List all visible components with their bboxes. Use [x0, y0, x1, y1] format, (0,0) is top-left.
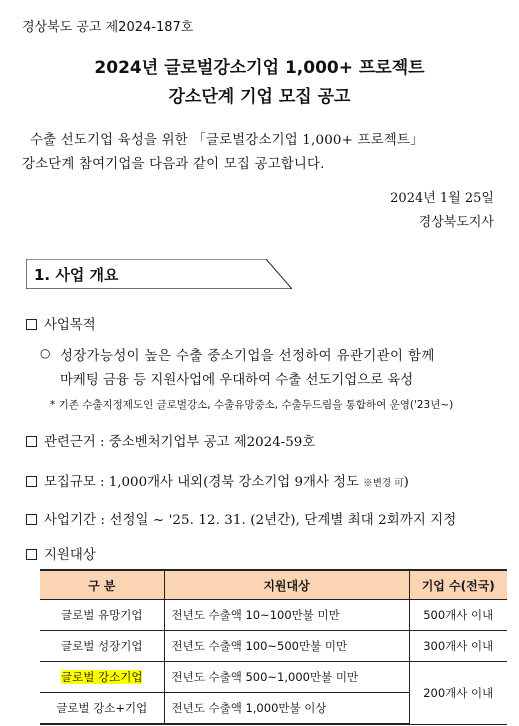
row-count: 300개사 이내: [409, 631, 507, 662]
square-bullet-icon: [26, 514, 37, 525]
purpose-text-line1: 성장가능성이 높은 수출 중소기업을 선정하여 유관기관이 함께: [60, 349, 435, 364]
row-count-merged: 200개사 이내: [409, 662, 507, 725]
table-row: [40, 631, 507, 662]
item-period: [26, 509, 456, 528]
row-category: 글로벌 강소+기업: [40, 693, 164, 725]
square-bullet-icon: [26, 436, 37, 447]
intro-line2: 강소단계 참여기업을 다음과 같이 모집 공고합니다.: [22, 157, 325, 172]
square-bullet-icon: [26, 549, 37, 560]
issuing-organization: 경상북도지사: [418, 215, 494, 230]
purpose-label: 사업목적: [44, 318, 96, 333]
scale-close: ): [403, 475, 409, 490]
row-condition: 전년도 수출액 1,000만불 이상: [164, 693, 409, 725]
section-title: 1. 사업 개요: [34, 266, 119, 284]
row-condition: 전년도 수출액 500~1,000만불 미만: [164, 662, 409, 693]
row-category: 글로벌 유망기업: [40, 600, 164, 631]
table-row: [40, 662, 507, 693]
notice-date: 2024년 1월 25일: [390, 191, 494, 206]
square-bullet-icon: [26, 319, 37, 330]
item-scale: [26, 471, 409, 490]
purpose-footnote: * 기존 수출지정제도인 글로벌강소, 수출유망중소, 수출두드림을 통합하여 운영('23년~): [50, 399, 454, 411]
document-title-line2: 강소단계 기업 모집 공고: [168, 87, 351, 107]
header-company-count: 기업 수(전국): [409, 570, 507, 600]
document-title-line1: 2024년 글로벌강소기업 1,000+ 프로젝트: [94, 58, 425, 78]
document-number: 경상북도 공고 제2024-187호: [22, 20, 194, 35]
row-condition: 전년도 수출액 10~100만불 미만: [164, 600, 409, 631]
target-label: 지원대상: [44, 548, 96, 563]
basis-text: 관련근거 : 중소벤처기업부 공고 제2024-59호: [44, 435, 316, 450]
period-text: 사업기간 : 선정일 ~ '25. 12. 31. (2년간), 단계별 최대 2회까지 지정: [44, 513, 457, 528]
support-target-table: [40, 569, 507, 725]
section-heading-box: [26, 259, 292, 289]
purpose-text-line2: 마케팅 금융 등 지원사업에 우대하여 수출 선도기업으로 육성: [60, 373, 414, 388]
item-target: [26, 544, 96, 563]
row-category: 글로벌 성장기업: [40, 631, 164, 662]
table-row: [40, 600, 507, 631]
item-basis: [26, 431, 315, 450]
header-category: 구 분: [40, 570, 164, 600]
intro-line1: 수출 선도기업 육성을 위한 「글로벌강소기업 1,000+ 프로젝트」: [30, 133, 424, 148]
scale-note: ※변경 可: [363, 478, 404, 489]
table-header-row: [40, 570, 507, 600]
item-purpose: [26, 314, 96, 333]
circle-bullet-icon: ○: [40, 346, 51, 360]
square-bullet-icon: [26, 476, 37, 487]
header-target: 지원대상: [164, 570, 409, 600]
row-count: 500개사 이내: [409, 600, 507, 631]
row-category: [40, 662, 164, 693]
row-condition: 전년도 수출액 100~500만불 미만: [164, 631, 409, 662]
highlighted-category: 글로벌 강소기업: [61, 670, 143, 684]
scale-text: 모집규모 : 1,000개사 내외(경북 강소기업 9개사 정도: [44, 475, 359, 490]
